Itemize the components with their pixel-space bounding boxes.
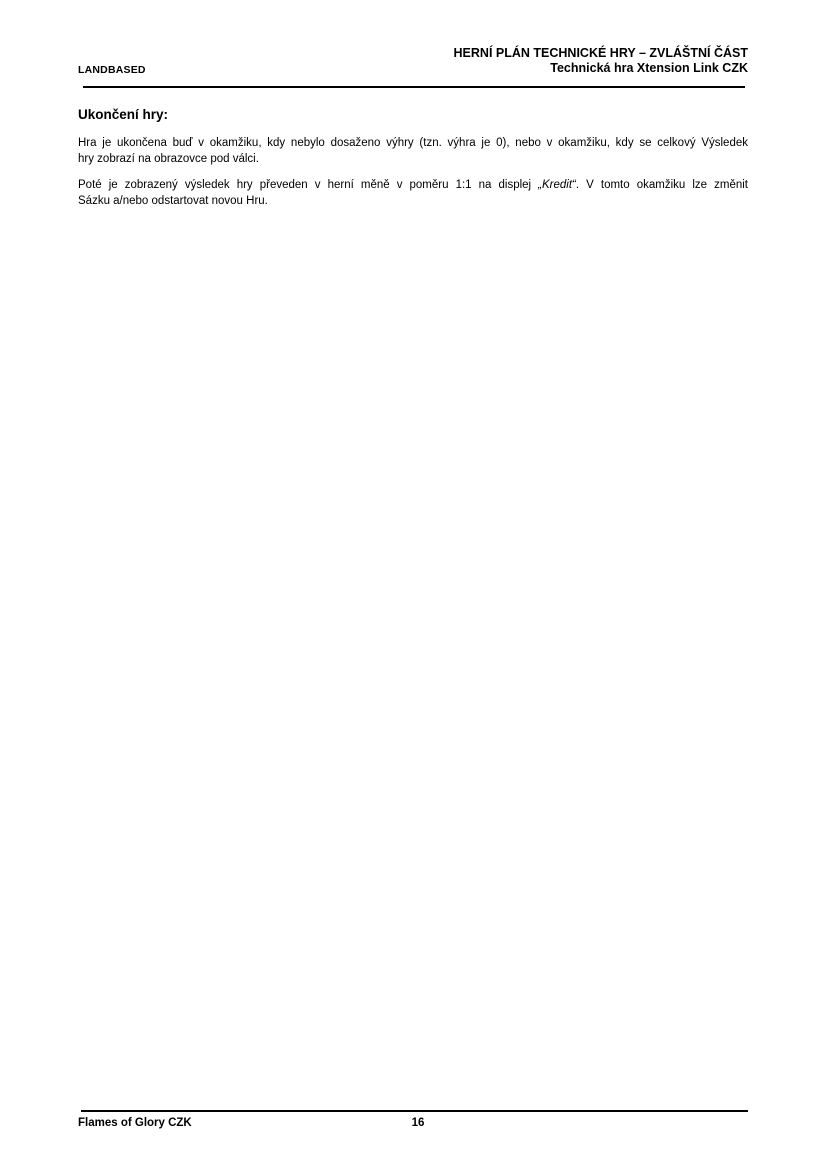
paragraph-2-text-before-quote: Poté je zobrazený výsledek hry převeden v herní měně v poměru 1:1 na displej bbox=[78, 179, 539, 191]
paragraph-1 bbox=[78, 136, 748, 167]
footer-page-number: 16 bbox=[411, 1117, 425, 1129]
header-rule bbox=[83, 86, 745, 88]
paragraph-1-line-2: hry zobrazí na obrazovce pod válci. bbox=[78, 152, 259, 165]
footer-document-title: Flames of Glory CZK bbox=[78, 1117, 192, 1129]
paragraph-1-line-1: Hra je ukončena buď v okamžiku, kdy nebylo dosaženo výhry (tzn. výhra je 0), nebo v okamžiku, kdy se celkový Výsledek bbox=[78, 137, 748, 149]
paragraph-2-quoted-term: „Kredit“ bbox=[538, 179, 576, 191]
header-title-line1: HERNÍ PLÁN TECHNICKÉ HRY – ZVLÁŠTNÍ ČÁST bbox=[453, 46, 748, 60]
header-title-line2: Technická hra Xtension Link CZK bbox=[550, 60, 748, 75]
header-title-block bbox=[454, 46, 748, 75]
paragraph-2 bbox=[78, 178, 748, 209]
paragraph-2-text-after-quote: . V tomto okamžiku lze změnit bbox=[575, 179, 748, 191]
paragraph-2-line-2: Sázku a/nebo odstartovat novou Hru. bbox=[78, 194, 268, 207]
section-heading: Ukončení hry: bbox=[78, 107, 169, 122]
paragraph-2-line-1 bbox=[78, 178, 748, 194]
footer-rule bbox=[81, 1110, 748, 1112]
header-left-label: LANDBASED bbox=[78, 64, 146, 76]
